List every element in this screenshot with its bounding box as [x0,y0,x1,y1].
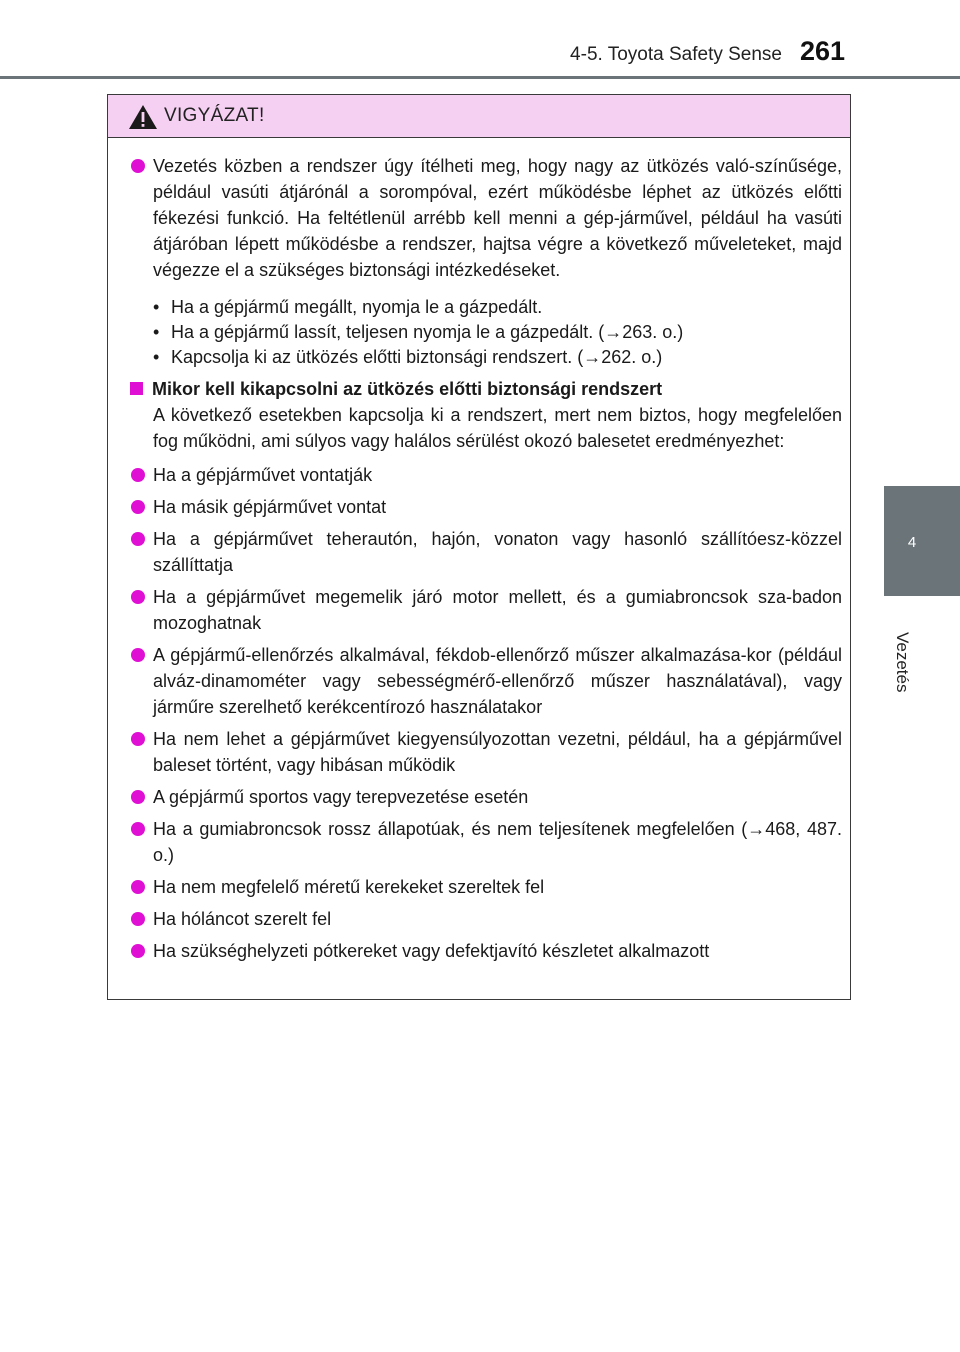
condition-item: Ha nem megfelelő méretű kerekeket szereltek fel [130,874,842,900]
action-item: • Ha a gépjármű megállt, nyomja le a gázpedált. [153,297,543,317]
chapter-tab[interactable] [884,486,960,596]
warning-header [108,95,850,138]
section-paragraph [130,402,842,454]
page-number: 261 [800,36,846,66]
bullet-dot [131,648,145,662]
bullet-dot [131,159,145,173]
warning-intro-text: Vezetés közben a rendszer úgy ítélheti meg, hogy nagy az ütközés való-színűsége, például vasúti átjárónál a sorompóval, ezért működésbe léphet az ütközés előtti fékezési funkció. Ha feltétlenül arrébb kell menni a gép-járművel, például ha vasúti átjáróban lépett működésbe a rendszer, hajtsa végre a következő műveleteket, majd végezze el a szükséges biztonsági intézkedéseket. [153,156,842,280]
condition-item: A gépjármű sportos vagy terepvezetése esetén [130,784,842,810]
action-text: Ha a gépjármű megállt, nyomja le a gázpedált. [171,297,543,317]
bullet-dot [131,944,145,958]
action-item: • Ha a gépjármű lassít, teljesen nyomja le a gázpedált. (→263. o.) [153,322,684,342]
condition-list [130,462,842,964]
action-text: Kapcsolja ki az ütközés előtti biztonsági rendszert. (→262. o.) [171,347,663,367]
bullet-dot [131,732,145,746]
section-heading-text: Mikor kell kikapcsolni az ütközés előtti biztonsági rendszert [152,379,663,399]
warning-intro-item [130,153,842,283]
condition-item: Ha szükséghelyzeti pótkereket vagy defektjavító készletet alkalmazott [130,938,842,964]
section-title: 4-5. Toyota Safety Sense [570,44,782,65]
header-rule [0,76,960,79]
condition-item: Ha a gépjárművet teherautón, hajón, vonaton vagy hasonló szállítóesz-közzel szállíttatja [130,526,842,578]
warning-body [130,153,842,970]
chapter-tab-number: 4 [907,534,917,551]
heading-square [130,382,143,395]
bullet-dot [131,822,145,836]
warning-triangle-icon [128,104,158,130]
section-paragraph-text: A következő esetekben kapcsolja ki a rendszert, mert nem biztos, hogy megfelelően fog működni, ami súlyos vagy halálos sérülést okozó balesetet eredményezhet: [153,405,842,451]
bullet-dot [131,880,145,894]
condition-item: Ha hóláncot szerelt fel [130,906,842,932]
section-heading [130,376,842,402]
warning-box [107,94,851,1000]
condition-item: Ha a gépjárművet vontatják [130,462,842,488]
condition-item: Ha a gépjárművet megemelik járó motor mellett, és a gumiabroncsok sza-badon mozoghatnak [130,584,842,636]
action-text: Ha a gépjármű lassít, teljesen nyomja le a gázpedált. (→263. o.) [171,322,684,342]
condition-item: Ha másik gépjárművet vontat [130,494,842,520]
bullet-dot [131,532,145,546]
action-list [153,295,842,370]
chapter-tab-title: Vezetés [893,632,912,693]
bullet-dot [131,912,145,926]
bullet-dot [131,468,145,482]
condition-item: A gépjármű-ellenőrzés alkalmával, fékdob-ellenőrző műszer alkalmazása-kor (például alváz-dinamométer vagy sebességmérő-ellenőrző műszer használatával), vagy járműre szerelhető kerékcentírozó használatakor [130,642,842,720]
bullet-dot [131,790,145,804]
warning-title: VIGYÁZAT! [164,105,265,126]
action-item: • Kapcsolja ki az ütközés előtti biztonsági rendszert. (→262. o.) [153,347,663,367]
bullet-dot [131,500,145,514]
bullet-dot [131,590,145,604]
condition-item: Ha a gumiabroncsok rossz állapotúak, és nem teljesítenek megfelelően (→468, 487. o.) [130,816,842,868]
condition-item: Ha nem lehet a gépjárművet kiegyensúlyozottan vezetni, például, ha a gépjárművel baleset történt, vagy hibásan működik [130,726,842,778]
